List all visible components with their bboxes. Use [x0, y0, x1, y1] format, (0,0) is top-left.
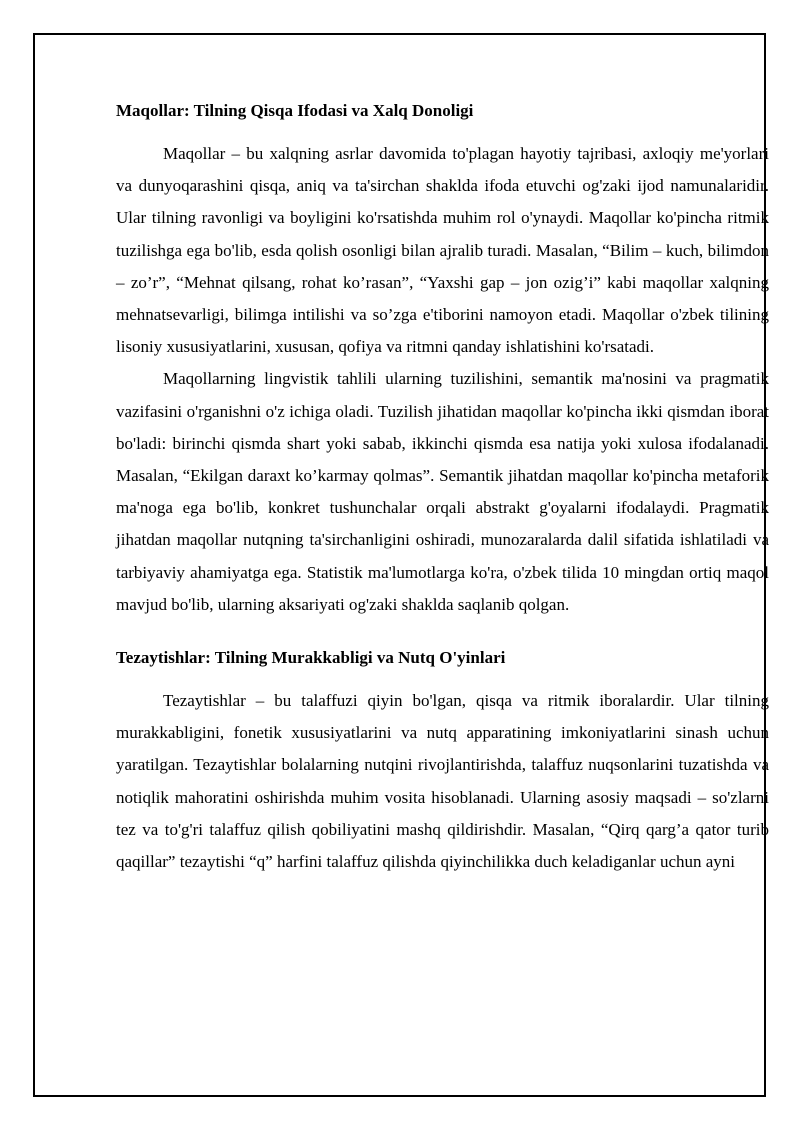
- paragraph: Tezaytishlar – bu talaffuzi qiyin bo'lgan, qisqa va ritmik iboralardir. Ular tilning murakkabligini, fonetik xususiyatlarini va nutq apparatining imkoniyatlarini sinash uchun yaratilgan. Tezaytishlar bolalarning nutqini rivojlantirishda, talaffuz nuqsonlarini tuzatishda va notiqlik mahoratini oshirishda muhim vosita hisoblanadi. Ularning asosiy maqsadi – so'zlarni tez va to'g'ri talaffuz qilish qobiliyatini mashq qildirishdir. Masalan, “Qirq qarg’a qator turib qaqillar” tezaytishi “q” harfini talaffuz qilishda qiyinchilikka duch keladiganlar uchun ayni: [116, 691, 769, 872]
- section-heading-tezaytishlar: Tezaytishlar: Tilning Murakkabligi va Nutq O'yinlari: [116, 648, 506, 668]
- document-body: [116, 96, 769, 878]
- paragraph: Maqollarning lingvistik tahlili ularning tuzilishini, semantik ma'nosini va pragmatik vazifasini o'rganishni o'z ichiga oladi. Tuzilish jihatidan maqollar ko'pincha ikki qismdan iborat bo'ladi: birinchi qismda shart yoki sabab, ikkinchi qismda esa natija yoki xulosa ifodalanadi. Masalan, “Ekilgan daraxt ko’karmay qolmas”. Semantik jihatdan maqollar ko'pincha metaforik ma'noga ega bo'lib, konkret tushunchalar orqali abstrakt g'oyalarni ifodalaydi. Pragmatik jihatdan maqollar nutqning ta'sirchanligini oshiradi, munozaralarda dalil sifatida ishlatiladi va tarbiyaviy ahamiyatga ega. Statistik ma'lumotlarga ko'ra, o'zbek tilida 10 mingdan ortiq maqol mavjud bo'lib, ularning aksariyati og'zaki shaklda saqlanib qolgan.: [116, 369, 769, 614]
- paragraph: Maqollar – bu xalqning asrlar davomida to'plagan hayotiy tajribasi, axloqiy me'yorlari va dunyoqarashini qisqa, aniq va ta'sirchan shaklda ifoda etuvchi og'zaki ijod namunalaridir. Ular tilning ravonligi va boyligini ko'rsatishda muhim rol o'ynaydi. Maqollar ko'pincha ritmik tuzilishga ega bo'lib, esda qolish osonligi bilan ajralib turadi. Masalan, “Bilim – kuch, bilimdon – zo’r”, “Mehnat qilsang, rohat ko’rasan”, “Yaxshi gap – jon ozig’i” kabi maqollar xalqning mehnatsevarligi, bilimga intilishi va so’zga e'tiborini namoyon etadi. Maqollar o'zbek tilining lisoniy xususiyatlarini, xususan, qofiya va ritmni qanday ishlatishini ko'rsatadi.: [116, 144, 769, 357]
- section-heading-maqollar: Maqollar: Tilning Qisqa Ifodasi va Xalq Donoligi: [116, 101, 474, 120]
